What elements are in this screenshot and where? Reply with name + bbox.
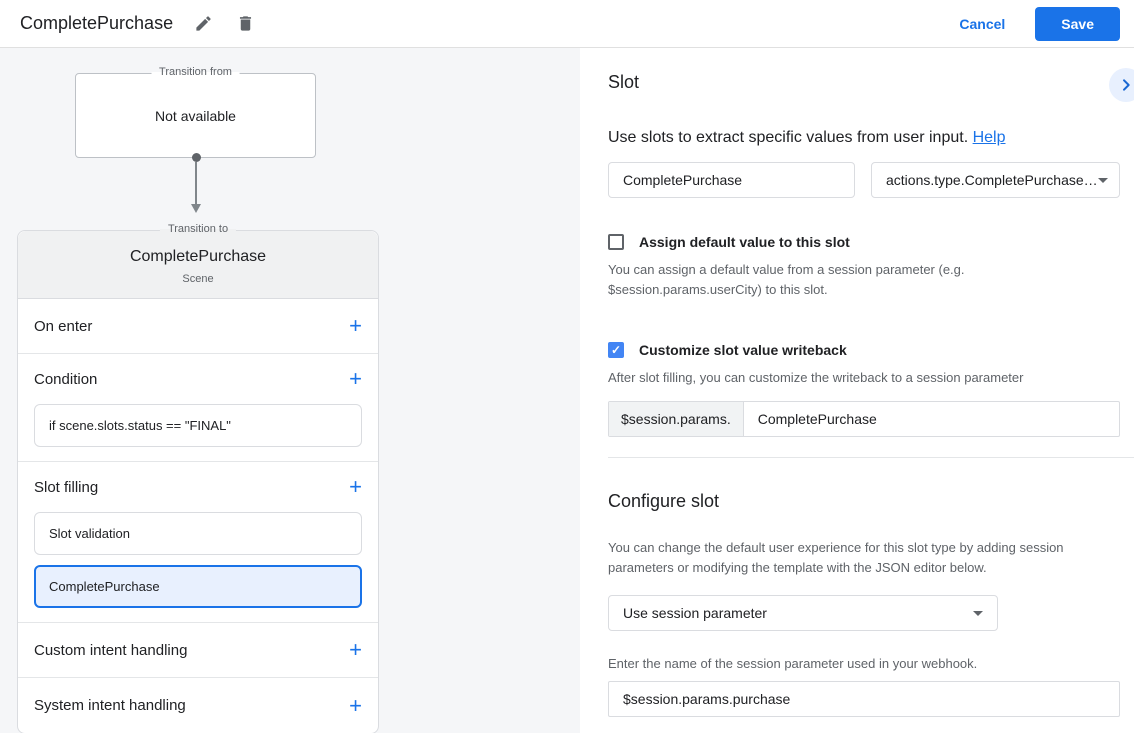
scene-card-header xyxy=(18,223,378,299)
configure-slot-description: You can change the default user experience for this slot type by adding session parameters or modifying the template with the JSON editor below. xyxy=(608,540,1064,575)
slot-validation-item[interactable]: Slot validation xyxy=(34,512,362,555)
transition-arrow xyxy=(191,153,201,213)
slot-panel-title: Slot xyxy=(608,72,640,92)
dropdown-caret-icon xyxy=(973,611,983,616)
pencil-icon xyxy=(194,14,213,33)
scene-card xyxy=(17,223,379,733)
writeback-description: After slot filling, you can customize the writeback to a session parameter xyxy=(608,370,1024,386)
connector-dot xyxy=(192,153,201,162)
slot-config-dropdown-value: Use session parameter xyxy=(623,605,767,622)
add-on-enter-icon[interactable]: + xyxy=(349,313,362,338)
check-icon: ✓ xyxy=(610,343,622,358)
writeback-param-prefix: $session.params. xyxy=(609,402,744,436)
save-button[interactable]: Save xyxy=(1035,7,1120,41)
page-title: CompletePurchase xyxy=(20,13,174,33)
writeback-checkbox[interactable] xyxy=(608,342,624,358)
assign-default-checkbox[interactable] xyxy=(608,234,624,250)
add-condition-icon[interactable]: + xyxy=(349,366,362,391)
system-intent-row[interactable] xyxy=(18,678,378,733)
help-link[interactable]: Help xyxy=(972,129,1006,146)
trash-icon xyxy=(236,14,255,33)
transition-from-box xyxy=(75,66,316,158)
transition-from-label: Transition from xyxy=(151,66,240,78)
section-divider xyxy=(608,457,1134,458)
complete-purchase-slot-item[interactable]: CompletePurchase xyxy=(34,565,362,608)
assign-default-description: You can assign a default value from a session parameter (e.g. $session.params.userCity) to this slot. xyxy=(608,262,965,298)
scene-diagram-panel xyxy=(0,48,580,733)
transition-from-content: Not available xyxy=(155,107,236,124)
slot-intro-text xyxy=(608,129,1120,147)
writeback-param-value[interactable]: CompletePurchase xyxy=(757,411,877,428)
collapse-panel-button[interactable] xyxy=(1109,68,1134,102)
intro-text: Use slots to extract specific values from user input. xyxy=(608,129,969,146)
add-slot-icon[interactable]: + xyxy=(349,474,362,499)
session-param-label: Enter the name of the session parameter used in your webhook. xyxy=(608,656,978,672)
on-enter-label: On enter xyxy=(34,317,93,335)
configure-slot-title: Configure slot xyxy=(608,491,720,512)
edit-title-button[interactable] xyxy=(191,12,215,36)
custom-intent-row[interactable] xyxy=(18,623,378,678)
slot-type-dropdown[interactable] xyxy=(871,162,1120,198)
dropdown-caret-icon xyxy=(1098,178,1108,183)
add-system-intent-icon[interactable]: + xyxy=(349,692,362,718)
assign-default-checkbox-row[interactable] xyxy=(608,234,1120,250)
delete-scene-button[interactable] xyxy=(233,12,257,36)
connector-line xyxy=(195,162,197,204)
slot-filling-section xyxy=(18,462,378,623)
custom-intent-label: Custom intent handling xyxy=(34,641,188,659)
chevron-right-icon xyxy=(1118,77,1134,93)
add-custom-intent-icon[interactable]: + xyxy=(349,637,362,662)
on-enter-row[interactable] xyxy=(18,299,378,354)
assign-default-label: Assign default value to this slot xyxy=(639,234,850,250)
slot-name-input[interactable]: CompletePurchase xyxy=(608,162,855,198)
top-bar xyxy=(0,0,1134,48)
writeback-param-input[interactable] xyxy=(608,401,1120,437)
session-param-input[interactable]: $session.params.purchase xyxy=(608,681,1120,717)
slot-config-dropdown[interactable] xyxy=(608,595,998,631)
slot-type-value: actions.type.CompletePurchase… xyxy=(886,172,1098,188)
condition-label: Condition xyxy=(34,370,98,388)
writeback-label: Customize slot value writeback xyxy=(639,342,847,359)
scene-card-title: CompletePurchase xyxy=(129,248,267,265)
writeback-checkbox-row[interactable] xyxy=(608,342,1120,358)
condition-item[interactable]: if scene.slots.status == "FINAL" xyxy=(34,404,362,447)
transition-to-label: Transition to xyxy=(160,223,236,235)
system-intent-label: System intent handling xyxy=(34,697,186,714)
scene-card-subtitle: Scene xyxy=(182,273,214,285)
slot-filling-label: Slot filling xyxy=(34,478,99,496)
slot-editor-panel xyxy=(580,48,1134,733)
cancel-button[interactable]: Cancel xyxy=(959,15,1006,32)
condition-section xyxy=(18,354,378,462)
arrowhead-down-icon xyxy=(191,204,201,213)
